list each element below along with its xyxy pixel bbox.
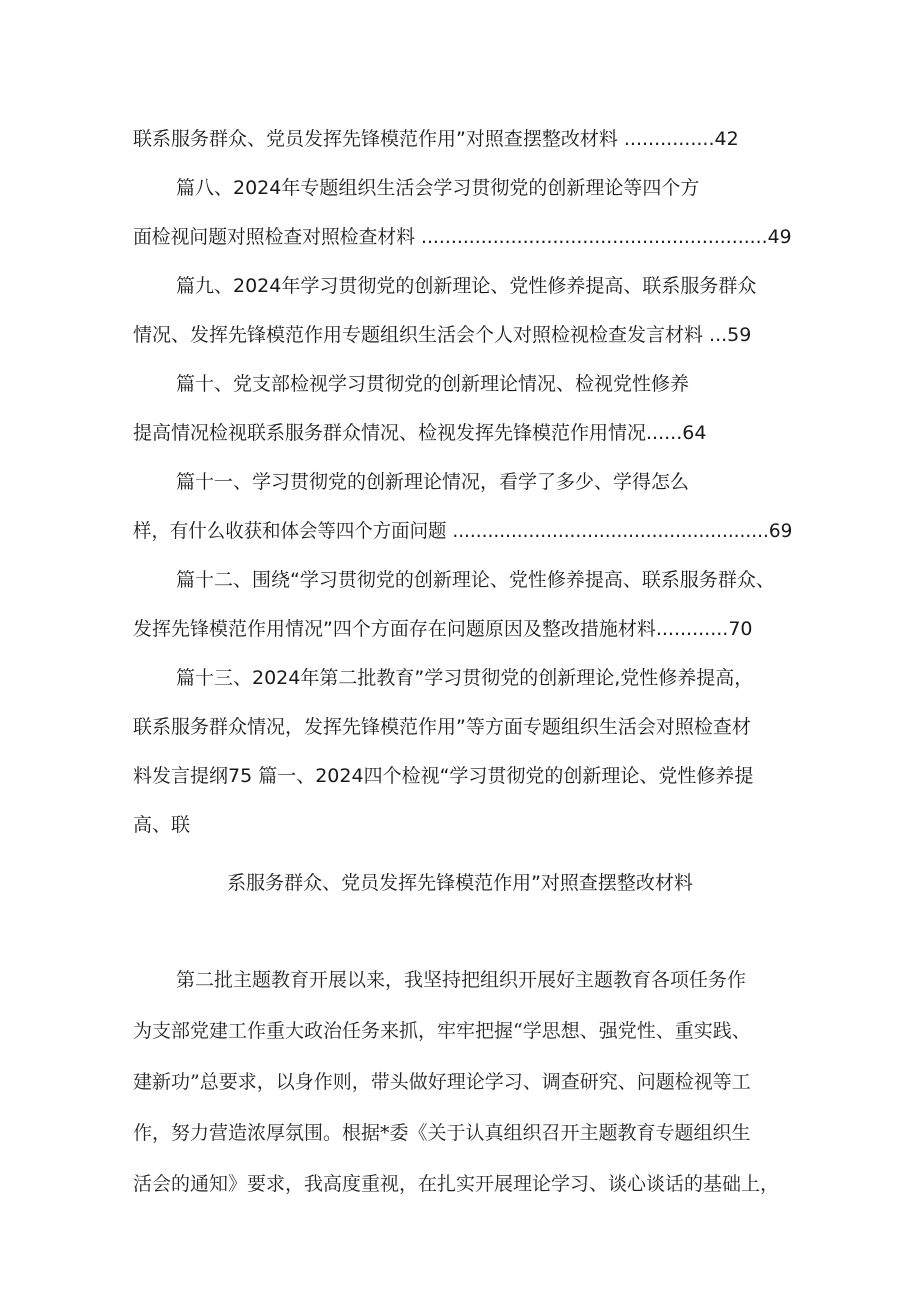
toc-line: 联系服务群众、党员发挥先锋模范作用”对照查摆整改材料 ...............42 bbox=[133, 128, 739, 150]
toc-line: 高、联 bbox=[133, 814, 191, 836]
body-line: 作，努力营造浓厚氛围。根据*委《关于认真组织召开主题教育专题组织生 bbox=[133, 1122, 751, 1144]
toc-line: 联系服务群众情况，发挥先锋模范作用”等方面专题组织生活会对照检查材 bbox=[133, 716, 751, 738]
toc-line: 篇十三、2024年第二批教育”学习贯彻党的创新理论,党性修养提高， bbox=[176, 667, 754, 689]
toc-line: 料发言提纲75 篇一、2024四个检视“学习贯彻党的创新理论、党性修养提 bbox=[133, 765, 754, 787]
toc-line: 情况、发挥先锋模范作用专题组织生活会个人对照检视检查发言材料 ...59 bbox=[133, 324, 752, 346]
toc-line: 篇十二、围绕“学习贯彻党的创新理论、党性修养提高、联系服务群众、 bbox=[176, 569, 775, 591]
toc-line: 面检视问题对照检查对照检查材料 ..........................................................49 bbox=[133, 226, 792, 248]
toc-line: 篇八、2024年专题组织生活会学习贯彻党的创新理论等四个方 bbox=[176, 177, 700, 199]
body-line: 活会的通知》要求，我高度重视，在扎实开展理论学习、谈心谈话的基础上， bbox=[133, 1173, 780, 1195]
toc-line: 发挥先锋模范作用情况”四个方面存在问题原因及整改措施材料............70 bbox=[133, 618, 753, 640]
body-line: 建新功”总要求，以身作则，带头做好理论学习、调查研究、问题检视等工 bbox=[133, 1071, 751, 1093]
toc-line: 样，有什么收获和体会等四个方面问题 ......................................................69 bbox=[133, 520, 793, 542]
toc-line: 篇十一、学习贯彻党的创新理论情况，看学了多少、学得怎么 bbox=[176, 471, 690, 493]
toc-line: 篇十、党支部检视学习贯彻党的创新理论情况、检视党性修养 bbox=[176, 373, 690, 395]
section-title: 系服务群众、党员发挥先锋模范作用”对照查摆整改材料 bbox=[227, 872, 693, 894]
toc-line: 篇九、2024年学习贯彻党的创新理论、党性修养提高、联系服务群众 bbox=[176, 275, 757, 297]
body-line: 为支部党建工作重大政治任务来抓，牢牢把握“学思想、强党性、重实践、 bbox=[133, 1020, 751, 1042]
body-line: 第二批主题教育开展以来，我坚持把组织开展好主题教育各项任务作 bbox=[176, 969, 747, 991]
toc-line: 提高情况检视联系服务群众情况、检视发挥先锋模范作用情况......64 bbox=[133, 422, 707, 444]
